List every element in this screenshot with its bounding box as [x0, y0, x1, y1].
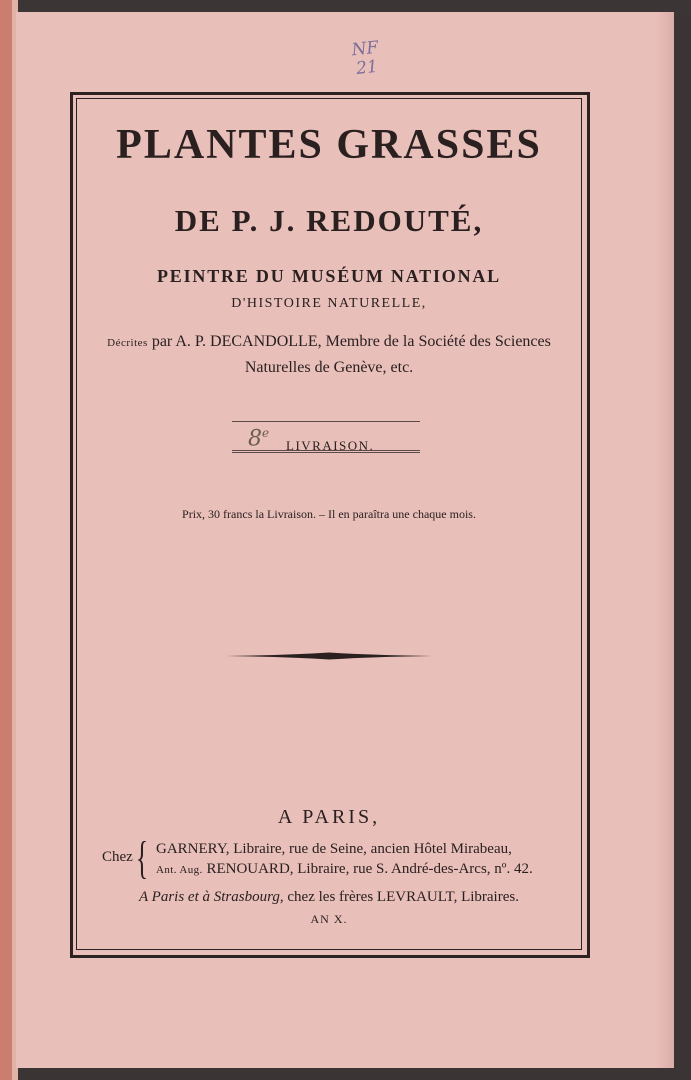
title-page — [16, 12, 674, 1068]
livraison-label: LIVRAISON. — [286, 438, 375, 453]
handwritten-shelfmark — [344, 38, 388, 80]
publisher-line-2 — [156, 859, 533, 880]
description-line-1 — [76, 332, 582, 353]
description-line-2: Naturelles de Genève, etc. — [244, 359, 414, 376]
publisher-3-rest: , chez les frères LEVRAULT, Libraires. — [279, 889, 519, 905]
description-rest: , Membre de la Société des Sciences — [317, 333, 551, 350]
imprint-brace: { — [136, 832, 149, 883]
livraison-number-handwritten — [248, 426, 269, 451]
description-by: par A. P. — [147, 333, 211, 350]
publisher-line-1: GARNERY, Libraire, rue de Seine, ancien Hôtel Mirabeau, — [156, 841, 512, 857]
role-line: PEINTRE DU MUSÉUM NATIONAL — [157, 266, 501, 286]
publisher-3-italic: A Paris et à Strasbourg — [139, 889, 280, 905]
imprint-city: A PARIS, — [277, 806, 381, 828]
institution-line: D'HISTOIRE NATURELLE, — [231, 296, 427, 311]
publisher-line-3 — [76, 887, 582, 907]
author-line: DE P. J. REDOUTÉ, — [174, 203, 484, 238]
price-line: Prix, 30 francs la Livraison. – Il en paraîtra une chaque mois. — [182, 507, 476, 521]
livraison-number: 8 — [248, 426, 262, 452]
livraison-suffix: e — [262, 426, 270, 440]
description-name: DECANDOLLE — [210, 333, 318, 350]
imprint-chez: Chez — [102, 849, 133, 865]
shelfmark-line2: 21 — [355, 56, 379, 80]
ornamental-rule — [226, 646, 432, 666]
publisher-2-rest: RENOUARD, Libraire, rue S. André-des-Arcs, nº. 42. — [202, 861, 533, 877]
page-shadow — [656, 12, 674, 1068]
imprint-year: AN X. — [310, 912, 348, 926]
shelfmark-line1: NF — [350, 37, 380, 61]
description-prefix: Décrites — [107, 337, 148, 349]
livraison-rule-top — [232, 421, 420, 422]
publisher-2-smallcaps: Ant. Aug. — [156, 864, 203, 876]
main-title: PLANTES GRASSES — [116, 122, 542, 168]
